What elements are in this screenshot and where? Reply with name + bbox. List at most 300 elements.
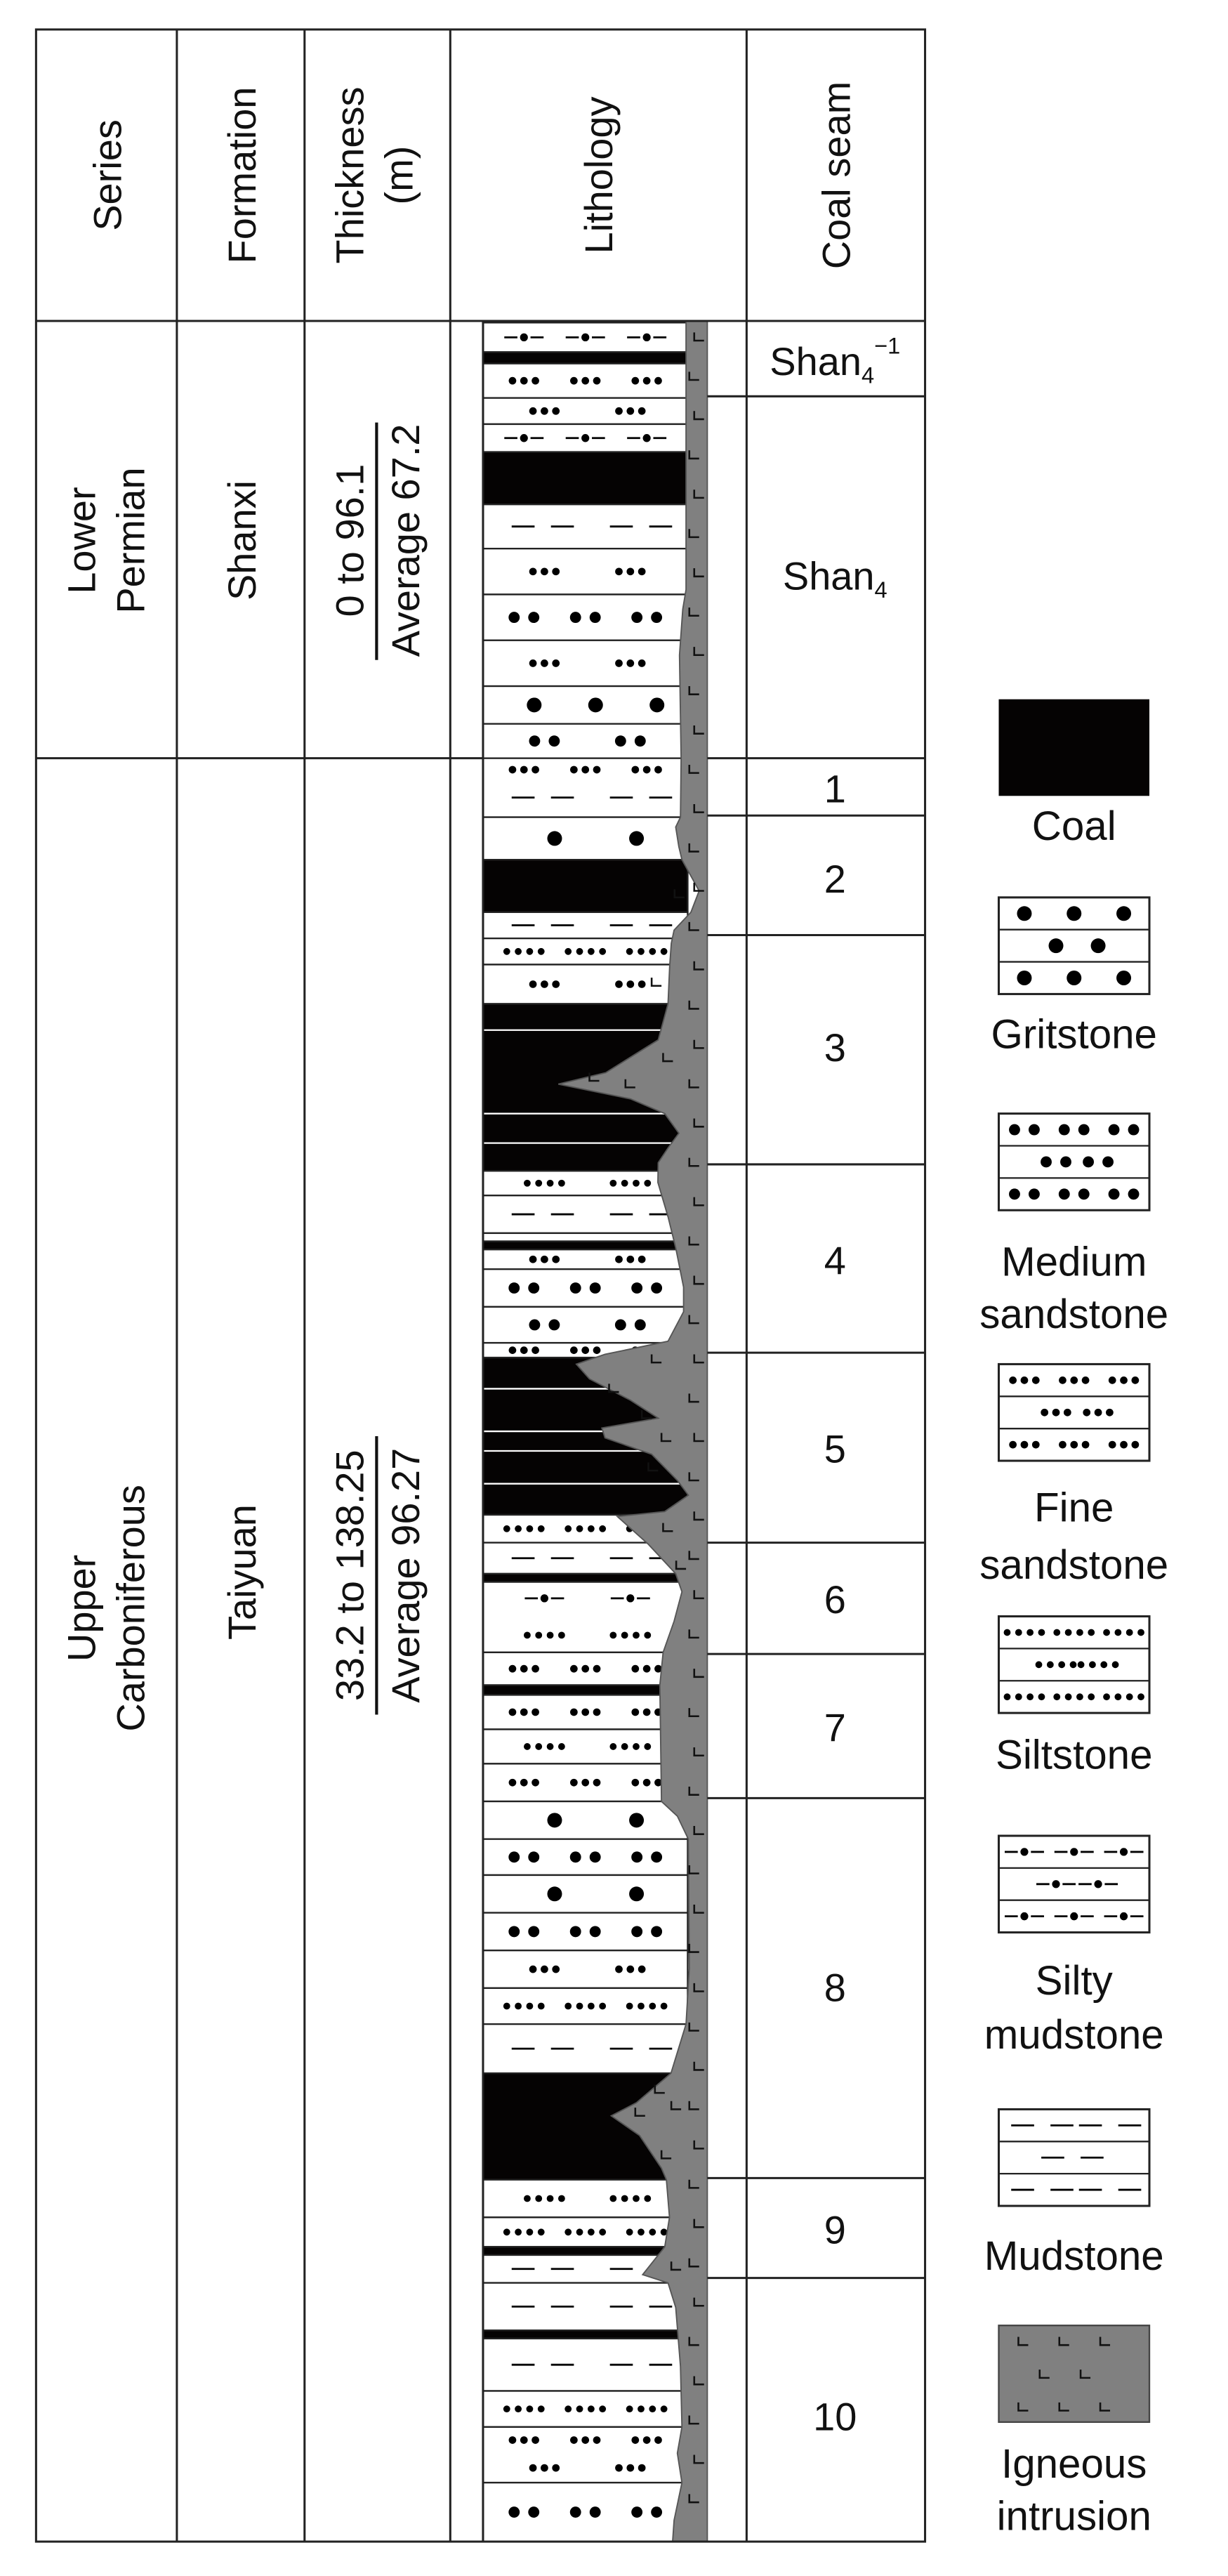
coal-seam-label bbox=[824, 1577, 846, 1622]
legend-label: Siltstone bbox=[995, 1732, 1153, 1778]
pattern-dot bbox=[529, 407, 537, 415]
pattern-dot bbox=[508, 1926, 520, 1937]
pattern-dot bbox=[1067, 906, 1081, 921]
lithology-layer bbox=[483, 860, 687, 912]
pattern-dot bbox=[547, 1631, 554, 1638]
rock-layer bbox=[483, 817, 687, 860]
pattern-dot bbox=[649, 2228, 656, 2235]
legend-label: sandstone bbox=[979, 1292, 1169, 1338]
pattern-dot bbox=[643, 334, 651, 341]
pattern-dot bbox=[621, 1743, 628, 1750]
lithology-layer bbox=[483, 724, 687, 758]
pattern-dot bbox=[535, 1180, 542, 1187]
pattern-dot bbox=[570, 1926, 581, 1937]
pattern-dot bbox=[520, 334, 528, 341]
pattern-dot bbox=[649, 948, 656, 955]
pattern-dot bbox=[631, 1665, 639, 1673]
pattern-dot bbox=[529, 980, 537, 988]
pattern-dot bbox=[570, 1779, 578, 1787]
pattern-dot bbox=[590, 1282, 601, 1294]
pattern-dot bbox=[1094, 1880, 1102, 1888]
pattern-dot bbox=[538, 2003, 545, 2010]
pattern-dot bbox=[532, 377, 539, 385]
lithology-layer bbox=[483, 452, 687, 505]
lithology-layer bbox=[483, 938, 687, 964]
pattern-dot bbox=[528, 1282, 539, 1294]
coal-seam-labels bbox=[770, 333, 900, 2439]
table-border bbox=[36, 29, 925, 2542]
pattern-dot bbox=[615, 407, 623, 415]
pattern-dot bbox=[520, 2436, 528, 2444]
pattern-dot bbox=[547, 1886, 562, 1901]
pattern-dot bbox=[509, 377, 517, 385]
pattern-dot bbox=[661, 2405, 668, 2412]
pattern-dot bbox=[1120, 1912, 1128, 1920]
pattern-dot bbox=[1109, 1124, 1120, 1136]
pattern-dot bbox=[532, 1665, 539, 1673]
pattern-dot bbox=[1088, 1629, 1095, 1636]
pattern-dot bbox=[1059, 1376, 1067, 1384]
legend-label: Coal bbox=[1031, 803, 1116, 850]
pattern-dot bbox=[661, 2003, 668, 2010]
pattern-dot bbox=[503, 948, 510, 955]
pattern-dot bbox=[1021, 1441, 1029, 1449]
pattern-dot bbox=[503, 2228, 510, 2235]
pattern-dot bbox=[1126, 1693, 1133, 1700]
pattern-dot bbox=[626, 2405, 633, 2412]
pattern-dot bbox=[1059, 1188, 1070, 1200]
lithology-layer bbox=[483, 322, 687, 352]
pattern-dot bbox=[528, 1926, 539, 1937]
pattern-dot bbox=[552, 1966, 560, 1973]
seam-name: 7 bbox=[824, 1704, 846, 1749]
coal-seam-label bbox=[824, 1705, 846, 1749]
lithology-layer bbox=[483, 1695, 687, 1729]
pattern-dot bbox=[1015, 1629, 1022, 1636]
pattern-dot bbox=[538, 948, 545, 955]
coal-seam-label bbox=[824, 857, 846, 901]
pattern-dot bbox=[1026, 1629, 1034, 1636]
pattern-dot bbox=[1026, 1693, 1034, 1700]
pattern-dot bbox=[1114, 1629, 1121, 1636]
pattern-dot bbox=[615, 735, 626, 747]
pattern-dot bbox=[538, 2228, 545, 2235]
pattern-dot bbox=[520, 1779, 528, 1787]
pattern-dot bbox=[626, 659, 634, 667]
pattern-dot bbox=[1070, 1376, 1078, 1384]
pattern-dot bbox=[529, 1256, 537, 1263]
lithology-layer bbox=[483, 1307, 687, 1343]
pattern-dot bbox=[581, 334, 589, 341]
pattern-dot bbox=[535, 1743, 542, 1750]
lithology-layer bbox=[483, 1652, 687, 1685]
pattern-dot bbox=[643, 1709, 651, 1716]
lithology-layer bbox=[483, 912, 687, 938]
unit-upper-carboniferous bbox=[59, 1436, 428, 1732]
series-label-line2: Permian bbox=[108, 467, 153, 614]
pattern-dot bbox=[541, 1256, 548, 1263]
pattern-dot bbox=[1083, 1409, 1090, 1417]
pattern-dot bbox=[1070, 1848, 1078, 1855]
pattern-dot bbox=[570, 612, 581, 623]
rock-layer bbox=[483, 1307, 687, 1343]
pattern-dot bbox=[615, 1966, 623, 1973]
lithology-layer bbox=[483, 2024, 687, 2073]
pattern-dot bbox=[581, 377, 589, 385]
pattern-dot bbox=[1091, 938, 1106, 953]
pattern-dot bbox=[528, 612, 539, 623]
pattern-dot bbox=[515, 948, 522, 955]
coal-layer bbox=[483, 1574, 687, 1582]
pattern-dot bbox=[593, 1709, 601, 1716]
lithology-layer bbox=[483, 2339, 687, 2391]
seam-name: 6 bbox=[824, 1577, 846, 1622]
coal-seam-label bbox=[824, 1025, 846, 1070]
pattern-dot bbox=[1082, 1376, 1090, 1384]
lithology-layer bbox=[483, 364, 687, 398]
legend-label: Mudstone bbox=[984, 2233, 1164, 2279]
lithology-layer bbox=[483, 2217, 687, 2247]
pattern-dot bbox=[570, 1282, 581, 1294]
pattern-dot bbox=[644, 2195, 651, 2202]
lithology-layer bbox=[483, 548, 687, 594]
rock-layer bbox=[483, 1875, 687, 1913]
pattern-dot bbox=[532, 1779, 539, 1787]
lithology-layer bbox=[483, 2283, 687, 2331]
pattern-dot bbox=[538, 2405, 545, 2412]
pattern-dot bbox=[570, 2436, 578, 2444]
pattern-dot bbox=[1017, 906, 1031, 921]
pattern-dot bbox=[527, 697, 541, 712]
pattern-dot bbox=[524, 1743, 531, 1750]
pattern-dot bbox=[528, 2506, 539, 2518]
pattern-dot bbox=[649, 2405, 656, 2412]
header-thickness-unit: (m) bbox=[376, 145, 421, 205]
pattern-dot bbox=[1078, 1661, 1085, 1668]
seam-name: 3 bbox=[824, 1025, 846, 1070]
pattern-dot bbox=[1082, 1441, 1090, 1449]
pattern-dot bbox=[520, 377, 528, 385]
legend-item-mudstone bbox=[984, 2109, 1164, 2279]
pattern-dot bbox=[593, 2436, 601, 2444]
pattern-dot bbox=[1009, 1376, 1017, 1384]
lithology-layer bbox=[483, 2427, 687, 2483]
pattern-dot bbox=[576, 948, 583, 955]
coal-seam-label bbox=[783, 553, 887, 603]
pattern-dot bbox=[1049, 938, 1064, 953]
pattern-dot bbox=[1088, 1693, 1095, 1700]
seam-name: 5 bbox=[824, 1426, 846, 1471]
pattern-dot bbox=[590, 2506, 601, 2518]
pattern-dot bbox=[1089, 1661, 1096, 1668]
pattern-dot bbox=[635, 1320, 646, 1331]
pattern-dot bbox=[599, 2405, 606, 2412]
pattern-dot bbox=[631, 1282, 642, 1294]
thickness-average: Average 67.2 bbox=[383, 423, 428, 657]
pattern-dot bbox=[515, 2228, 522, 2235]
pattern-dot bbox=[643, 2436, 651, 2444]
lithology-layer bbox=[483, 817, 687, 860]
rock-layer bbox=[483, 548, 687, 594]
seam-name: 2 bbox=[824, 856, 846, 901]
pattern-dot bbox=[651, 1851, 662, 1862]
pattern-dot bbox=[631, 377, 639, 385]
pattern-dot bbox=[1053, 1629, 1060, 1636]
pattern-dot bbox=[547, 831, 562, 846]
pattern-dot bbox=[532, 766, 539, 774]
lithology-layer bbox=[483, 2330, 687, 2339]
pattern-dot bbox=[635, 735, 646, 747]
pattern-dot bbox=[508, 612, 520, 623]
legend-label: Medium bbox=[1001, 1239, 1147, 1285]
pattern-dot bbox=[527, 1525, 534, 1532]
pattern-dot bbox=[515, 1525, 522, 1532]
pattern-dot bbox=[1059, 1124, 1070, 1136]
lithology-layer bbox=[483, 640, 687, 686]
pattern-dot bbox=[520, 1346, 528, 1354]
pattern-dot bbox=[576, 2228, 583, 2235]
pattern-dot bbox=[570, 1851, 581, 1862]
legend-item-gritstone bbox=[991, 898, 1157, 1058]
lithology-layer bbox=[483, 1729, 687, 1763]
coal-layer bbox=[483, 452, 687, 505]
pattern-dot bbox=[581, 766, 589, 774]
pattern-dot bbox=[609, 1180, 616, 1187]
lithology-layer bbox=[483, 2483, 687, 2542]
pattern-dot bbox=[643, 434, 651, 442]
pattern-dot bbox=[581, 1665, 589, 1673]
pattern-dot bbox=[638, 948, 645, 955]
pattern-dot bbox=[1017, 971, 1031, 985]
seam-subscript: 4 bbox=[874, 577, 887, 603]
coal-layer bbox=[483, 352, 687, 363]
lithology-layer bbox=[483, 1685, 687, 1695]
pattern-dot bbox=[509, 1779, 517, 1787]
coal-seam-label bbox=[824, 1238, 846, 1282]
pattern-dot bbox=[541, 1594, 548, 1602]
pattern-dot bbox=[576, 1525, 583, 1532]
pattern-dot bbox=[626, 948, 633, 955]
pattern-dot bbox=[503, 1525, 510, 1532]
pattern-dot bbox=[588, 2405, 595, 2412]
pattern-dot bbox=[615, 2464, 623, 2472]
rock-layer bbox=[483, 724, 687, 758]
pattern-dot bbox=[633, 1743, 640, 1750]
pattern-dot bbox=[541, 567, 548, 575]
pattern-dot bbox=[529, 567, 537, 575]
pattern-dot bbox=[626, 1256, 634, 1263]
pattern-dot bbox=[581, 1709, 589, 1716]
pattern-dot bbox=[609, 1743, 616, 1750]
pattern-dot bbox=[644, 1180, 651, 1187]
pattern-dot bbox=[1041, 1409, 1048, 1417]
pattern-dot bbox=[643, 1779, 651, 1787]
coal-seam-label bbox=[813, 2394, 857, 2438]
pattern-dot bbox=[638, 659, 646, 667]
pattern-dot bbox=[644, 1743, 651, 1750]
pattern-dot bbox=[1103, 1629, 1110, 1636]
thickness-range: 33.2 to 138.25 bbox=[327, 1450, 372, 1702]
pattern-dot bbox=[565, 948, 572, 955]
pattern-dot bbox=[638, 1966, 646, 1973]
pattern-dot bbox=[1076, 1629, 1083, 1636]
pattern-dot bbox=[552, 659, 560, 667]
pattern-dot bbox=[626, 567, 634, 575]
pattern-dot bbox=[570, 766, 578, 774]
lithology-layer bbox=[483, 2391, 687, 2427]
pattern-dot bbox=[1009, 1441, 1017, 1449]
pattern-dot bbox=[520, 1665, 528, 1673]
lithology-layer bbox=[483, 964, 687, 1004]
legend-label: Silty bbox=[1035, 1958, 1113, 2004]
pattern-dot bbox=[615, 980, 623, 988]
pattern-dot bbox=[529, 1966, 537, 1973]
coal-seam-label bbox=[824, 2208, 846, 2252]
pattern-dot bbox=[509, 1709, 517, 1716]
pattern-dot bbox=[1065, 1693, 1072, 1700]
lithology-layer bbox=[483, 2180, 687, 2218]
pattern-dot bbox=[509, 1346, 517, 1354]
pattern-dot bbox=[527, 2228, 534, 2235]
pattern-dot bbox=[599, 948, 606, 955]
seam-superscript: −1 bbox=[874, 332, 901, 359]
pattern-dot bbox=[626, 1594, 634, 1602]
pattern-dot bbox=[631, 1709, 639, 1716]
pattern-dot bbox=[529, 1320, 540, 1331]
pattern-dot bbox=[654, 766, 662, 774]
pattern-dot bbox=[1070, 1661, 1077, 1668]
pattern-dot bbox=[588, 697, 603, 712]
pattern-dot bbox=[1095, 1409, 1102, 1417]
pattern-dot bbox=[558, 1743, 565, 1750]
series-label-line2: Carboniferous bbox=[108, 1485, 153, 1732]
pattern-dot bbox=[1083, 1157, 1094, 1168]
pattern-dot bbox=[615, 1256, 623, 1263]
legend-label: mudstone bbox=[984, 2012, 1164, 2058]
pattern-dot bbox=[515, 2405, 522, 2412]
legend-swatch-igneous bbox=[998, 2325, 1149, 2422]
pattern-dot bbox=[643, 377, 651, 385]
pattern-dot bbox=[509, 766, 517, 774]
pattern-dot bbox=[576, 2405, 583, 2412]
pattern-dot bbox=[508, 2506, 520, 2518]
pattern-dot bbox=[528, 1851, 539, 1862]
rock-layer bbox=[483, 938, 687, 964]
pattern-dot bbox=[547, 1743, 554, 1750]
pattern-dot bbox=[565, 2228, 572, 2235]
lithology-layer bbox=[483, 594, 687, 640]
pattern-dot bbox=[590, 612, 601, 623]
pattern-dot bbox=[541, 2464, 548, 2472]
lithology-layer bbox=[483, 1801, 687, 1839]
pattern-dot bbox=[629, 1886, 644, 1901]
pattern-dot bbox=[1126, 1629, 1133, 1636]
legend-swatch bbox=[998, 2109, 1149, 2206]
pattern-dot bbox=[1059, 1441, 1067, 1449]
pattern-dot bbox=[609, 2195, 616, 2202]
pattern-dot bbox=[548, 1320, 560, 1331]
legend-item-fine bbox=[979, 1364, 1168, 1587]
pattern-dot bbox=[508, 1282, 520, 1294]
pattern-dot bbox=[1100, 1661, 1107, 1668]
pattern-dot bbox=[1109, 1376, 1116, 1384]
coal-layer bbox=[483, 1242, 687, 1250]
pattern-dot bbox=[638, 1256, 646, 1263]
pattern-dot bbox=[1036, 1661, 1043, 1668]
lithology-layer bbox=[483, 1195, 687, 1233]
pattern-dot bbox=[576, 2003, 583, 2010]
pattern-dot bbox=[626, 2228, 633, 2235]
pattern-dot bbox=[509, 2436, 517, 2444]
pattern-dot bbox=[1020, 1848, 1028, 1855]
lithology-layer bbox=[483, 1875, 687, 1913]
pattern-dot bbox=[1102, 1157, 1114, 1168]
pattern-dot bbox=[1116, 971, 1131, 985]
pattern-dot bbox=[1052, 1409, 1060, 1417]
coal-seam-label bbox=[824, 1966, 846, 2010]
pattern-dot bbox=[547, 1180, 554, 1187]
pattern-dot bbox=[1120, 1848, 1128, 1855]
pattern-dot bbox=[570, 377, 578, 385]
pattern-dot bbox=[552, 2464, 560, 2472]
legend-item-coal bbox=[998, 699, 1149, 850]
pattern-dot bbox=[588, 948, 595, 955]
pattern-dot bbox=[541, 407, 548, 415]
pattern-dot bbox=[541, 1966, 548, 1973]
pattern-dot bbox=[593, 1665, 601, 1673]
coal-layer bbox=[483, 1685, 687, 1695]
pattern-dot bbox=[1128, 1188, 1140, 1200]
lithology-layer bbox=[483, 504, 687, 548]
rock-layer bbox=[483, 398, 687, 424]
pattern-dot bbox=[1137, 1693, 1144, 1700]
pattern-dot bbox=[1128, 1124, 1140, 1136]
pattern-dot bbox=[552, 980, 560, 988]
pattern-dot bbox=[626, 407, 634, 415]
legend-item-siltstone bbox=[996, 1617, 1153, 1778]
lithology-layer bbox=[483, 1574, 687, 1582]
pattern-dot bbox=[633, 1180, 640, 1187]
rock-layer bbox=[483, 964, 687, 1004]
pattern-dot bbox=[509, 1665, 517, 1673]
pattern-dot bbox=[1052, 1880, 1059, 1888]
pattern-dot bbox=[631, 1779, 639, 1787]
pattern-dot bbox=[621, 2195, 628, 2202]
legend-swatch-coal bbox=[998, 699, 1149, 796]
pattern-dot bbox=[1112, 1661, 1119, 1668]
pattern-dot bbox=[532, 1709, 539, 1716]
pattern-dot bbox=[529, 735, 540, 747]
pattern-dot bbox=[631, 1851, 642, 1862]
coal-layer bbox=[483, 2247, 687, 2255]
pattern-dot bbox=[1132, 1441, 1140, 1449]
pattern-dot bbox=[661, 948, 668, 955]
pattern-dot bbox=[552, 407, 560, 415]
pattern-dot bbox=[638, 2003, 645, 2010]
pattern-dot bbox=[1038, 1629, 1045, 1636]
pattern-dot bbox=[558, 2195, 565, 2202]
legend-label: sandstone bbox=[979, 1542, 1169, 1588]
pattern-dot bbox=[1078, 1188, 1090, 1200]
pattern-dot bbox=[633, 2195, 640, 2202]
pattern-dot bbox=[581, 434, 589, 442]
pattern-dot bbox=[524, 2195, 531, 2202]
pattern-dot bbox=[1021, 1376, 1029, 1384]
header-formation: Formation bbox=[219, 86, 264, 264]
pattern-dot bbox=[1070, 1912, 1078, 1920]
unit-lower-permian bbox=[59, 423, 428, 660]
lithology-layer bbox=[483, 2247, 687, 2255]
